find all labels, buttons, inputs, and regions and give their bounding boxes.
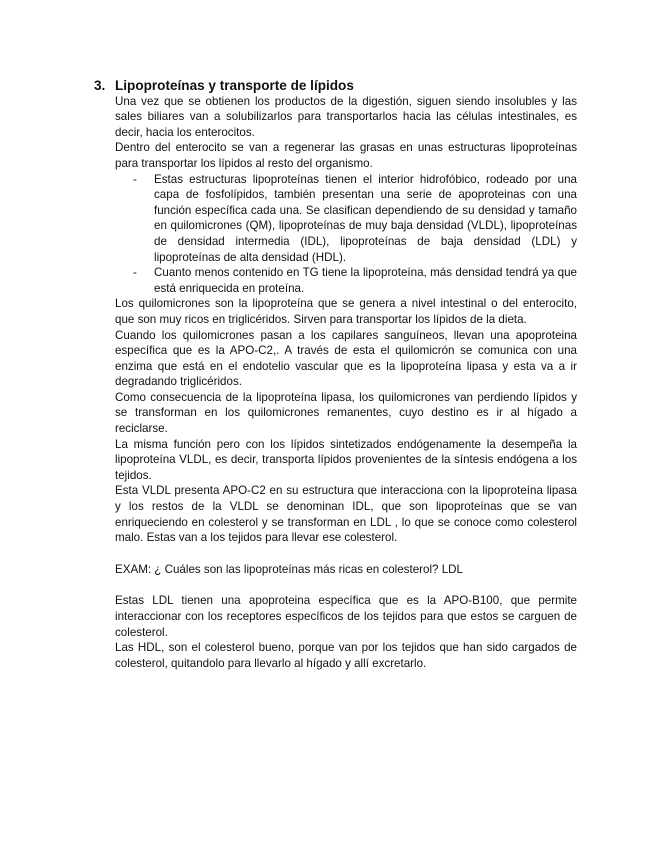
section-number: 3. (94, 78, 106, 93)
paragraph: Esta VLDL presenta APO-C2 en su estructura que interacciona con la lipoproteína lipasa y los restos de la VLDL se denominan IDL, que son lipoproteínas que se van enriqueciendo en colesterol y se transforman en LDL , lo que se conoce como colesterol malo. Estas van a los tejidos para llevar ese colesterol. (115, 484, 577, 545)
bullet-list (115, 172, 577, 297)
bullet-marker: - (133, 266, 137, 280)
paragraph: Las HDL, son el colesterol bueno, porque van por los tejidos que han sido cargados de colesterol, quitandolo para llevarlo al hígado y allí excretarlo. (115, 641, 577, 670)
spacer (115, 577, 577, 593)
section-title: Lipoproteínas y transporte de lípidos (115, 78, 354, 93)
paragraph: Estas LDL tienen una apoproteina específica que es la APO-B100, que permite interaccionar con los receptores específicos de los tejidos para que estos se carguen de colesterol. (115, 594, 577, 639)
bullet-item (115, 172, 577, 266)
bullet-marker: - (133, 172, 137, 186)
paragraph: Dentro del enterocito se van a regenerar las grasas en unas estructuras lipoproteínas para transportar los lípidos al resto del organismo. (115, 141, 577, 170)
paragraph: Una vez que se obtienen los productos de la digestión, siguen siendo insolubles y las sales biliares van a solubilizarlos para transportarlos hacia las células intestinales, es decir, hacia los enterocitos. (115, 94, 577, 139)
bullet-text: Estas estructuras lipoproteínas tienen el interior hidrofóbico, rodeado por una capa de fosfolípidos, también presentan una serie de apoproteinas con una función específica cada una. Se clasifican dependiendo de su densidad y tamaño en quilomicrones (QM), lipoproteínas de muy baja densidad (VLDL), lipoproteínas de densidad intermedia (IDL), lipoproteínas de baja densidad (LDL) y lipoproteínas de alta densidad (HDL). (154, 172, 577, 264)
paragraph: La misma función pero con los lípidos sintetizados endógenamente la desempeña la lipoproteína VLDL, es decir, transporta lípidos provenientes de la síntesis endógena a los tejidos. (115, 437, 577, 482)
paragraph: Como consecuencia de la lipoproteína lipasa, los quilomicrones van perdiendo lípidos y se transforman en los quilomicrones remanentes, cuyo destino es ir al hígado a reciclarse. (115, 390, 577, 436)
paragraph: Los quilomicrones son la lipoproteína que se genera a nivel intestinal o del enterocito, que son muy ricos en triglicéridos. Sirven para transportar los lípidos de la dieta. (115, 297, 577, 326)
exam-note: EXAM: ¿ Cuáles son las lipoproteínas más ricas en colesterol? LDL (115, 562, 463, 576)
paragraph: Cuando los quilomicrones pasan a los capilares sanguíneos, llevan una apoproteina específica que es la APO-C2,. A través de esta el quilomicrón se comunica con una enzima que está en el endotelio vascular que es la lipoproteína lipasa y esta va a ir degradando triglicéridos. (115, 328, 577, 389)
document-body (94, 78, 577, 671)
section-heading (94, 78, 577, 94)
bullet-text: Cuanto menos contenido en TG tiene la lipoproteína, más densidad tendrá ya que está enriquecida en proteína. (154, 266, 577, 295)
spacer (115, 546, 577, 562)
bullet-item (115, 265, 577, 296)
